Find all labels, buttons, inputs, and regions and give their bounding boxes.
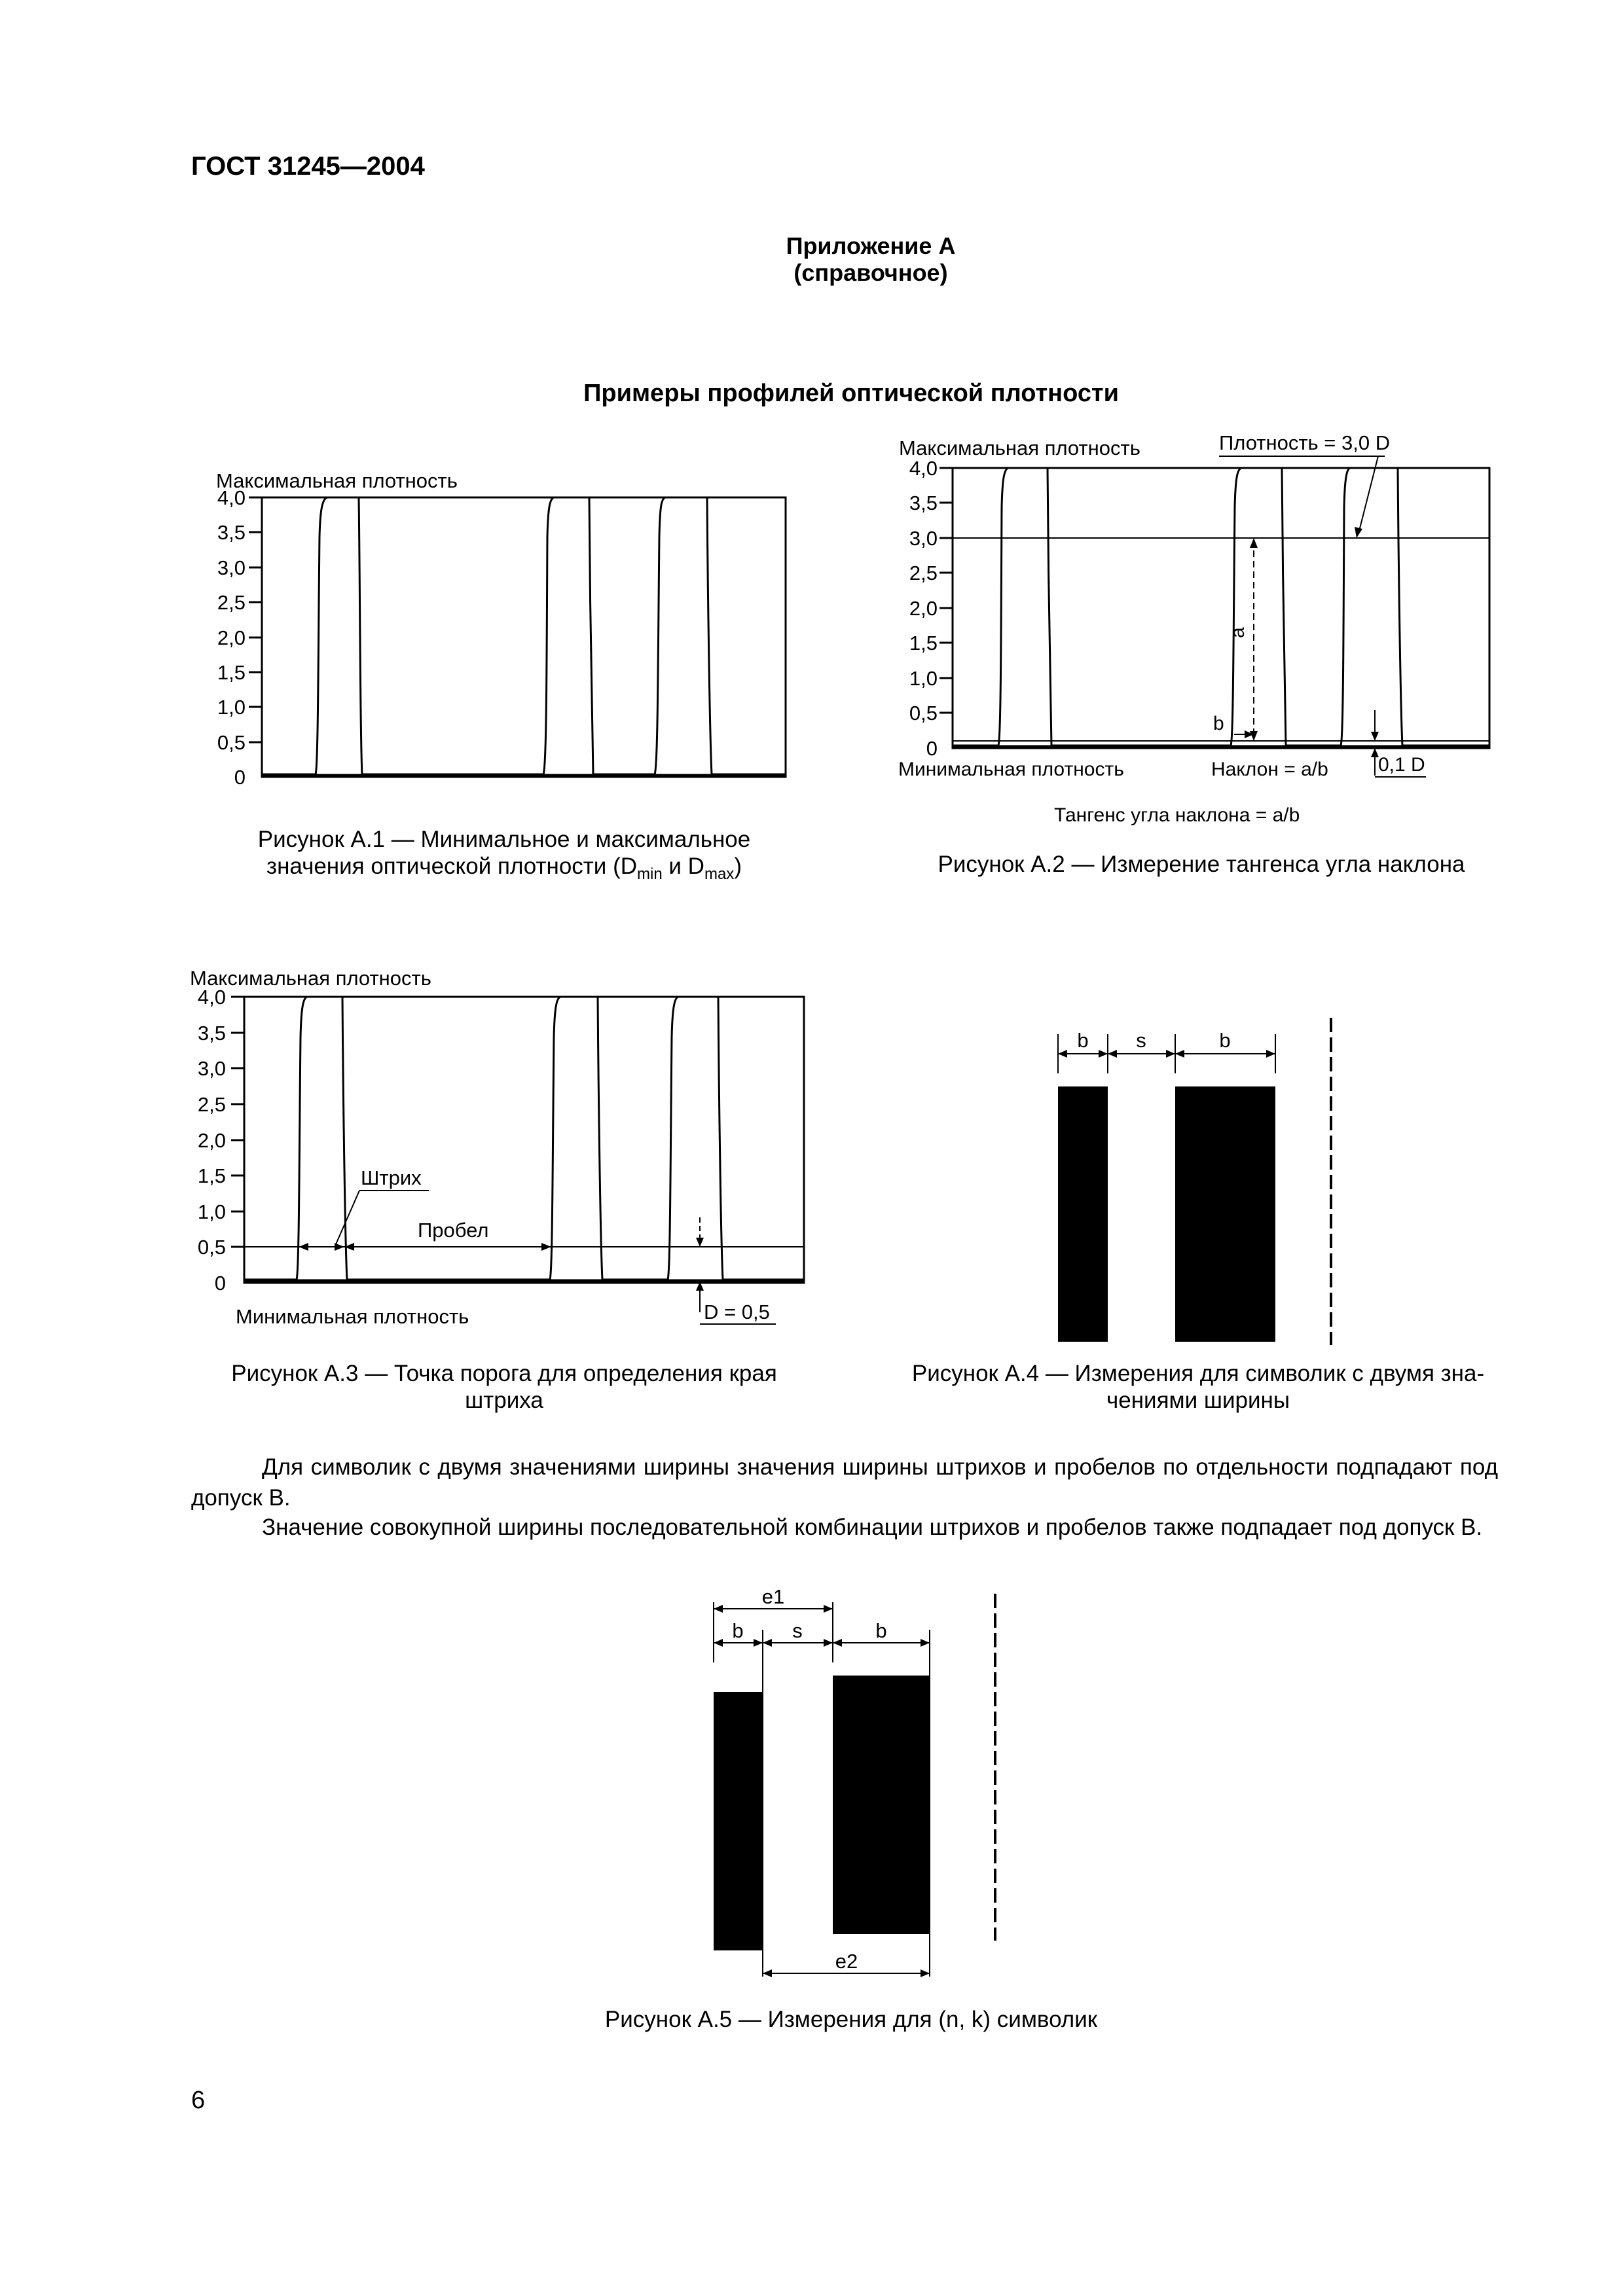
- fig2-density-label: Плотность = 3,0 D: [1219, 431, 1391, 454]
- fig1-tick: 1,0: [217, 696, 246, 719]
- fig2-ylabel: Максимальная плотность: [899, 437, 1140, 459]
- appendix-subtitle: (справочное): [793, 259, 948, 286]
- fig1-tick: 2,0: [217, 626, 246, 649]
- fig2-label-b: b: [1213, 713, 1224, 734]
- fig3-tick: 2,5: [197, 1093, 226, 1116]
- fig1-tick: 3,0: [217, 556, 246, 579]
- fig5-wide-bar: [833, 1676, 930, 1934]
- fig2-tangent-label: Тангенс угла наклона = a/b: [1054, 804, 1300, 826]
- document-code: ГОСТ 31245—2004: [191, 152, 425, 181]
- paragraph-2: Значение совокупной ширины последовательной комбинации штрихов и пробелов также подпадает под допуск В.: [262, 1515, 1483, 1540]
- fig3-tick: 1,0: [197, 1200, 226, 1223]
- fig3-caption: Рисунок А.3 — Точка порога для определения края штриха: [231, 1361, 777, 1414]
- fig2-caption: Рисунок А.2 — Измерение тангенса угла наклона: [938, 852, 1465, 877]
- fig2-min-label: Минимальная плотность: [898, 759, 1124, 780]
- fig5-label-s: s: [792, 1619, 803, 1642]
- fig1-tick: 3,5: [217, 521, 246, 544]
- figure-a2: [890, 429, 1512, 834]
- fig3-profile-curve: [244, 997, 804, 1280]
- figure-a5: [687, 1584, 1028, 1996]
- fig3-tick: 2,0: [197, 1129, 226, 1152]
- fig5-caption: Рисунок А.5 — Измерения для (n, k) символик: [604, 2007, 1098, 2032]
- paragraph-1: Для символик с двумя значениями ширины значения ширины штрихов и пробелов по отдельности подпадают под допуск В.: [191, 1454, 1498, 1511]
- fig2-delta-label: 0,1 D: [1378, 754, 1425, 776]
- fig1-tick: 1,5: [217, 661, 246, 684]
- fig2-tick: 1,5: [909, 632, 938, 655]
- fig5-label-b2: b: [875, 1619, 887, 1642]
- fig1-tick: 2,5: [217, 591, 246, 614]
- fig4-label-b1: b: [1077, 1029, 1089, 1052]
- fig1-ylabel: Максимальная плотность: [216, 469, 458, 492]
- fig4-label-s: s: [1136, 1029, 1146, 1052]
- figure-a1: [196, 458, 812, 812]
- fig3-tick: 3,5: [197, 1022, 226, 1045]
- fig3-bar-label: Штрих: [361, 1166, 422, 1189]
- fig1-caption: Рисунок А.1 — Минимальное и максимальное значения оптической плотности ($D_{min}$ и $D_{max}$): [257, 827, 751, 884]
- fig2-slope-label: Наклон = a/b: [1211, 759, 1328, 780]
- section-title: Примеры профилей оптической плотности: [583, 380, 1119, 407]
- fig2-tick: 2,5: [909, 562, 938, 584]
- fig2-tick: 3,0: [909, 527, 938, 550]
- fig3-tick: 3,0: [197, 1057, 226, 1080]
- fig4-caption: Рисунок А.4 — Измерения для символик с двумя зна- чениями ширины: [911, 1361, 1485, 1414]
- fig5-narrow-bar: [714, 1692, 763, 1950]
- fig2-tick: 0,5: [909, 702, 938, 725]
- fig1-tick: 0,5: [217, 731, 246, 754]
- fig2-profile-curve: [953, 468, 1489, 745]
- fig3-tick: 0,5: [197, 1236, 226, 1259]
- fig5-label-e2: e2: [835, 1950, 858, 1973]
- fig2-tick: 0: [926, 737, 938, 760]
- appendix-title: Приложение А: [786, 232, 956, 259]
- page-number: 6: [191, 2087, 206, 2114]
- fig1-profile-curve: [262, 497, 786, 774]
- fig5-label-b1: b: [732, 1619, 744, 1642]
- fig4-wide-bar: [1175, 1086, 1275, 1342]
- figure-a4: [1034, 1001, 1362, 1348]
- fig2-tick: 3,5: [909, 492, 938, 514]
- fig2-tick: 2,0: [909, 597, 938, 620]
- fig3-tick: 0: [214, 1272, 226, 1295]
- fig2-tick: 4,0: [909, 457, 938, 480]
- figure-a3: [187, 959, 828, 1338]
- fig3-ylabel: Максимальная плотность: [190, 967, 431, 990]
- fig2-frame: [953, 468, 1489, 748]
- fig1-tick: 0: [234, 766, 246, 789]
- fig5-label-e1: e1: [761, 1585, 785, 1608]
- fig4-narrow-bar: [1058, 1086, 1108, 1342]
- fig4-label-b2: b: [1219, 1029, 1231, 1052]
- fig3-tick: 4,0: [197, 986, 226, 1009]
- fig1-tick: 4,0: [217, 486, 246, 509]
- fig3-threshold-label: D = 0,5: [704, 1300, 770, 1323]
- fig2-label-a: a: [1227, 627, 1249, 638]
- fig3-tick: 1,5: [197, 1164, 226, 1187]
- fig3-min-label: Минимальная плотность: [236, 1305, 469, 1328]
- fig3-space-label: Пробел: [418, 1219, 489, 1242]
- fig2-tick: 1,0: [909, 667, 938, 690]
